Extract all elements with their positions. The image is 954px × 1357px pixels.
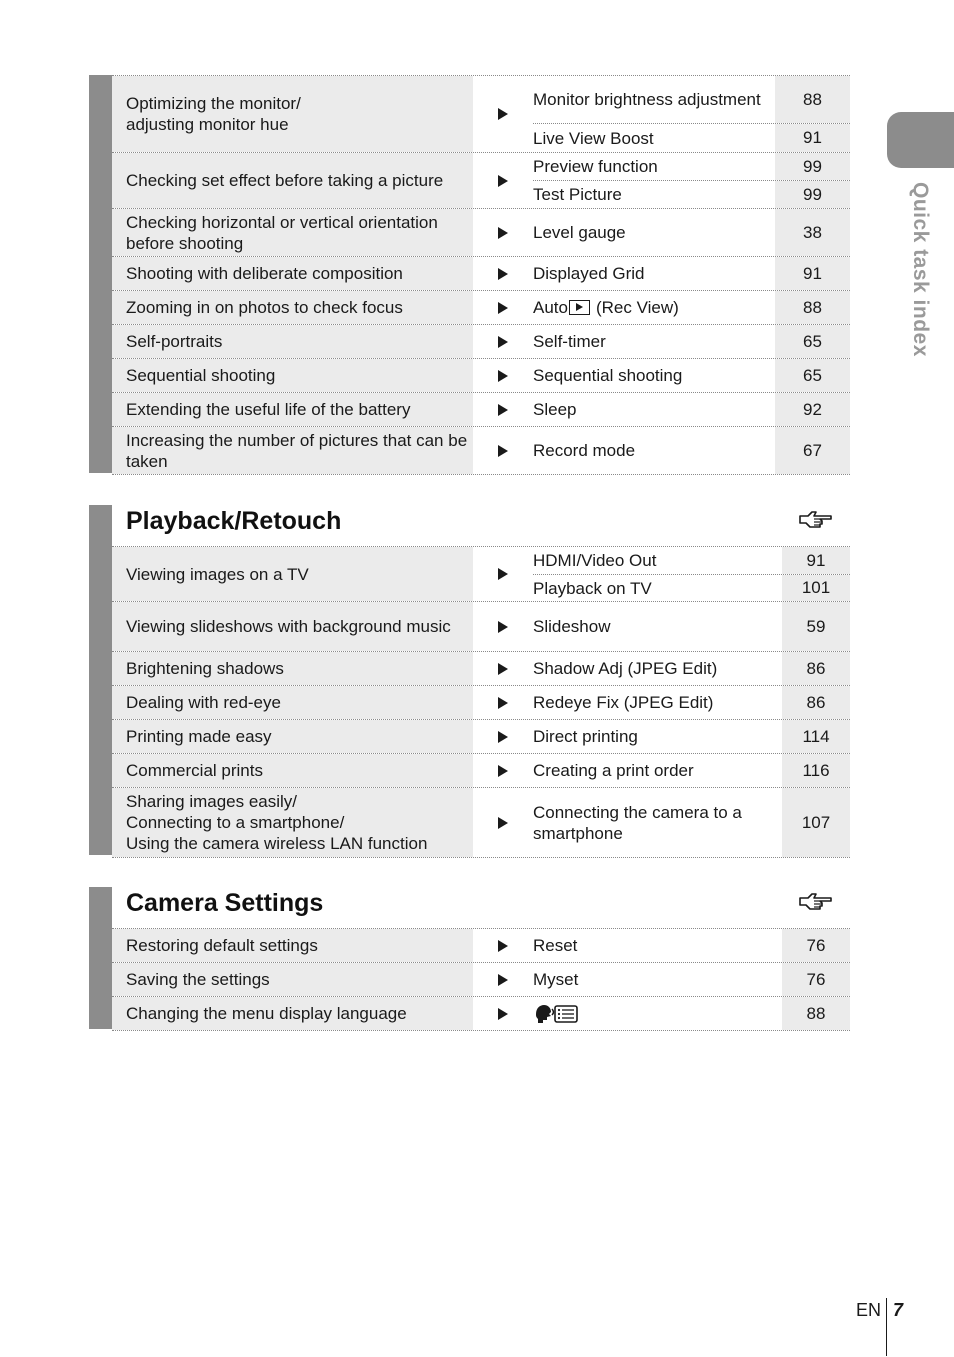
table-row [112, 720, 850, 754]
section-bar [89, 505, 112, 855]
page-ref: 88 [775, 76, 850, 123]
feature-line [533, 575, 850, 601]
page-ref: 101 [782, 575, 850, 601]
feature-name: Record mode [533, 441, 636, 460]
table-row [112, 929, 850, 963]
arrow-icon [498, 370, 508, 382]
table-row [112, 963, 850, 997]
pointing-hand-icon [798, 508, 834, 530]
task-cell: Restoring default settings [112, 929, 473, 962]
arrow-icon [498, 1008, 508, 1020]
arrow-icon [498, 404, 508, 416]
task-cell: Changing the menu display language [112, 997, 473, 1030]
arrow-icon [498, 974, 508, 986]
page-ref: 92 [775, 393, 850, 426]
footer-language: EN [856, 1300, 882, 1320]
arrow-icon [498, 108, 508, 120]
arrow-icon [498, 765, 508, 777]
page-ref: 91 [782, 547, 850, 574]
page-ref: 91 [775, 257, 850, 290]
footer-divider [886, 1298, 887, 1356]
page-ref: 76 [782, 963, 850, 996]
table-row [112, 291, 850, 325]
table-row [112, 393, 850, 427]
task-cell: Extending the useful life of the battery [112, 393, 473, 426]
page-ref: 99 [775, 153, 850, 180]
page-ref: 88 [775, 291, 850, 324]
page-ref: 86 [782, 652, 850, 685]
arrow-icon [498, 336, 508, 348]
section-header [112, 505, 850, 547]
arrow-icon [498, 445, 508, 457]
feature-line [533, 153, 850, 181]
feature-name: Test Picture [533, 185, 622, 204]
task-cell: Self-portraits [112, 325, 473, 358]
page-number: 7 [893, 1300, 904, 1320]
pointing-hand-icon [798, 890, 834, 912]
table-row [112, 788, 850, 858]
task-cell: Viewing images on a TV [112, 547, 473, 601]
section-title: Camera Settings [126, 889, 324, 917]
feature-name: Displayed Grid [533, 264, 645, 283]
section-header [112, 887, 850, 929]
feature-line [533, 76, 850, 124]
task-cell: Optimizing the monitor/ adjusting monitor hue [112, 76, 473, 152]
table-row [112, 325, 850, 359]
task-cell: Checking set effect before taking a picture [112, 153, 473, 208]
feature-name: Direct printing [533, 727, 638, 746]
page-ref: 107 [782, 788, 850, 857]
feature-name: Shadow Adj (JPEG Edit) [533, 659, 718, 678]
arrow-icon [498, 227, 508, 239]
feature-name: Creating a print order [533, 761, 694, 780]
table-row [112, 359, 850, 393]
feature-name: Self-timer [533, 332, 606, 351]
feature-line [533, 547, 850, 575]
arrow-icon [498, 621, 508, 633]
feature-name: Playback on TV [533, 578, 652, 598]
table-row [112, 427, 850, 475]
page-ref: 86 [782, 686, 850, 719]
language-menu-icon [533, 1004, 579, 1024]
task-cell: Viewing slideshows with background music [112, 602, 473, 651]
task-cell: Printing made easy [112, 720, 473, 753]
feature-line [533, 124, 850, 152]
page-ref: 59 [782, 602, 850, 651]
table-row [112, 602, 850, 652]
feature-name: Monitor brightness adjustment [533, 90, 761, 109]
feature-name: Preview function [533, 157, 658, 176]
section-tab [887, 112, 954, 168]
table-row [112, 209, 850, 257]
page-ref: 76 [782, 929, 850, 962]
arrow-icon [498, 731, 508, 743]
task-cell: Shooting with deliberate composition [112, 257, 473, 290]
arrow-icon [498, 663, 508, 675]
arrow-icon [498, 302, 508, 314]
arrow-icon [498, 940, 508, 952]
feature-name: Sequential shooting [533, 366, 683, 385]
section-bar [89, 887, 112, 1029]
section-shooting [89, 75, 850, 473]
task-cell: Sequential shooting [112, 359, 473, 392]
page-ref: 65 [775, 359, 850, 392]
page-ref: 38 [775, 209, 850, 256]
feature-name: Connecting the camera to a smartphone [533, 802, 742, 843]
page-ref: 88 [782, 997, 850, 1030]
section-bar [89, 75, 112, 473]
arrow-icon [498, 697, 508, 709]
table-row [112, 547, 850, 602]
feature-line [533, 181, 850, 208]
task-cell: Dealing with red-eye [112, 686, 473, 719]
table-row [112, 754, 850, 788]
section-title: Playback/Retouch [126, 507, 342, 535]
arrow-icon [498, 175, 508, 187]
feature-name [533, 997, 773, 1030]
task-cell: Sharing images easily/ Connecting to a smartphone/ Using the camera wireless LAN function [112, 788, 473, 857]
task-cell: Commercial prints [112, 754, 473, 787]
page-ref: 99 [775, 181, 850, 208]
feature-name: Sleep [533, 400, 577, 419]
task-cell: Saving the settings [112, 963, 473, 996]
page-ref: 67 [775, 427, 850, 474]
task-cell: Checking horizontal or vertical orientation before shooting [112, 209, 473, 256]
table-row [112, 997, 850, 1031]
arrow-icon [498, 268, 508, 280]
page-ref: 91 [775, 124, 850, 152]
page-ref: 65 [775, 325, 850, 358]
feature-name: Live View Boost [533, 128, 654, 148]
arrow-icon [498, 817, 508, 829]
task-cell: Zooming in on photos to check focus [112, 291, 473, 324]
task-cell: Brightening shadows [112, 652, 473, 685]
feature-name: Slideshow [533, 617, 611, 636]
section-playback-retouch [89, 505, 850, 855]
feature-name: HDMI/Video Out [533, 551, 657, 570]
feature-name: Level gauge [533, 223, 626, 242]
page-ref: 116 [782, 754, 850, 787]
feature-name: Redeye Fix (JPEG Edit) [533, 693, 714, 712]
task-cell: Increasing the number of pictures that can be taken [112, 427, 473, 474]
table-row [112, 652, 850, 686]
page-ref: 114 [782, 720, 850, 753]
table-row [112, 153, 850, 209]
arrow-icon [498, 568, 508, 580]
feature-name: Reset [533, 936, 578, 955]
feature-name: Auto (Rec View) [533, 298, 679, 317]
side-tab-label: Quick task index [909, 182, 932, 357]
table-row [112, 257, 850, 291]
feature-name: Myset [533, 970, 579, 989]
table-row [112, 75, 850, 153]
playback-box-icon [569, 300, 590, 315]
section-camera-settings [89, 887, 850, 1029]
table-row [112, 686, 850, 720]
